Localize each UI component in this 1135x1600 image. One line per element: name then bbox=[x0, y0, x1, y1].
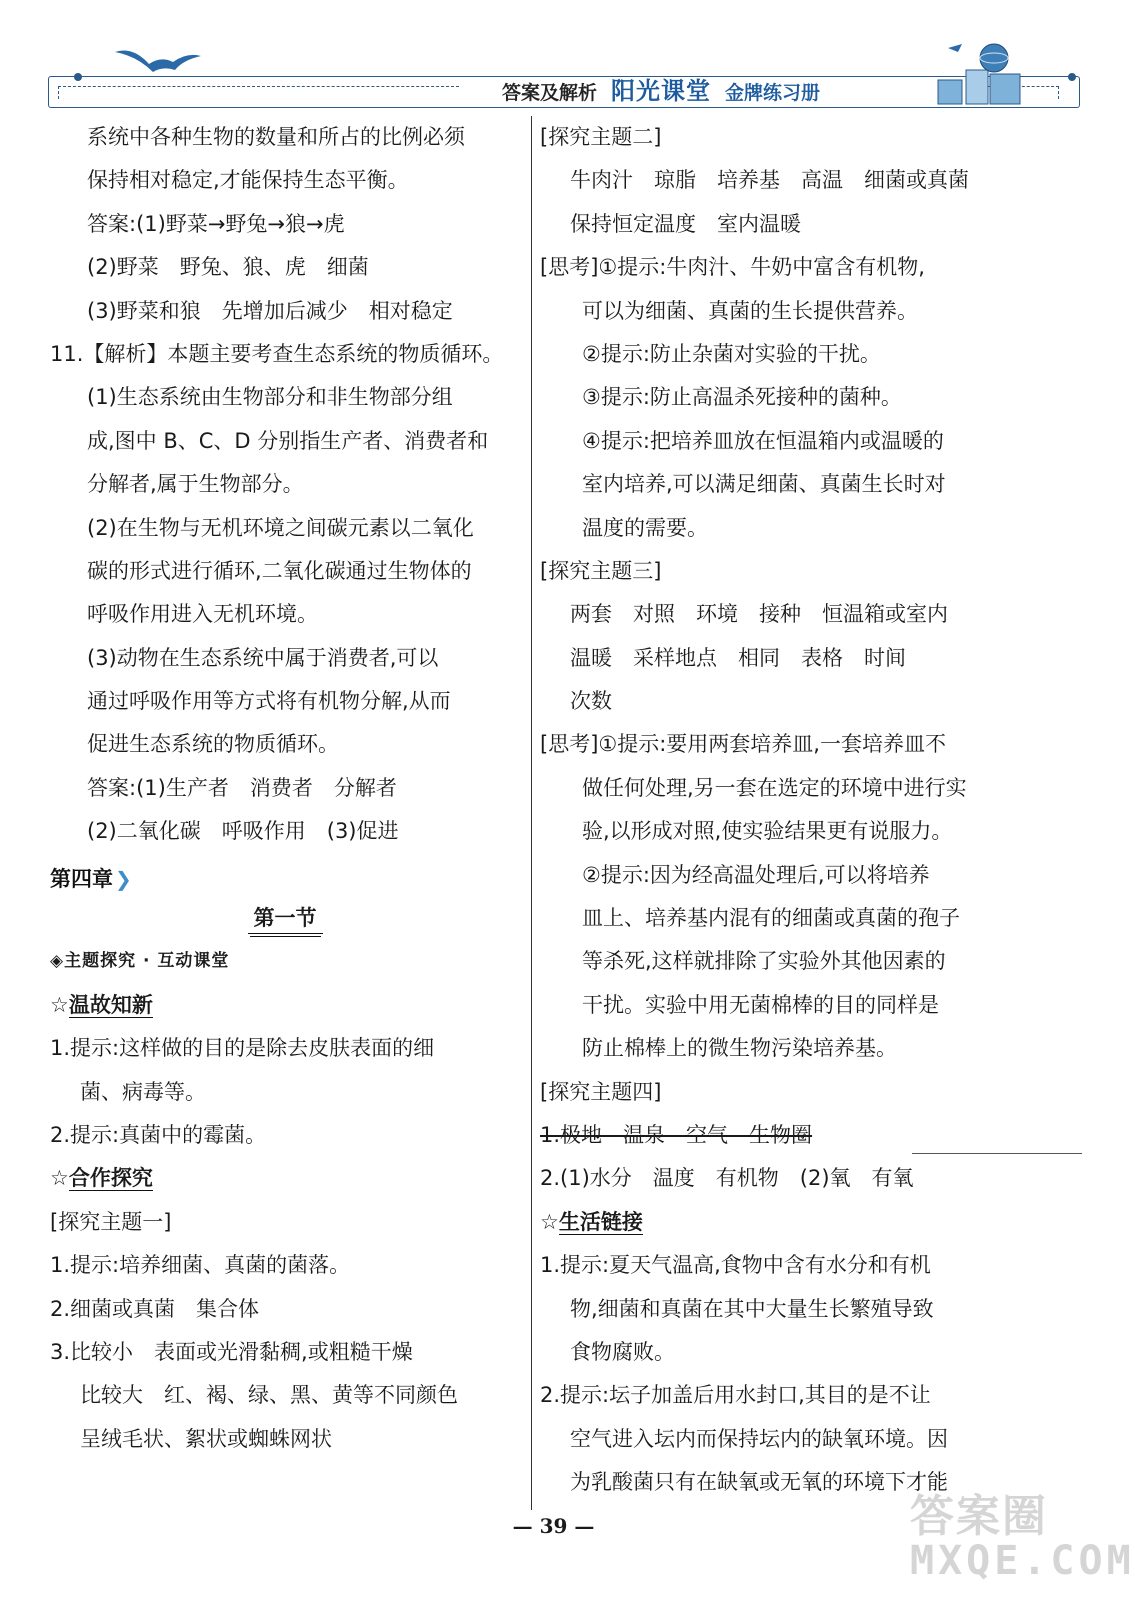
think-line: [思考]①提示:牛肉汁、牛奶中富含有机物, bbox=[540, 255, 925, 280]
star-heading bbox=[540, 1201, 1020, 1244]
text-line: 两套 对照 环境 接种 恒温箱或室内 bbox=[570, 602, 948, 627]
think-line: [思考]①提示:要用两套培养皿,一套培养皿不 bbox=[540, 732, 946, 757]
chapter-label bbox=[50, 858, 132, 901]
list-item-cont: 空气进入坛内而保持坛内的缺氧环境。因 bbox=[570, 1426, 948, 1451]
list-item: 1.提示:培养细菌、真菌的菌落。 bbox=[50, 1253, 351, 1278]
text-line: 验,以形成对照,使实验结果更有说服力。 bbox=[582, 819, 953, 844]
star-icon: ☆ bbox=[50, 992, 69, 1017]
topic-heading: [探究主题二] bbox=[540, 125, 662, 149]
text-line: 分解者,属于生物部分。 bbox=[87, 472, 304, 497]
text-line: 可以为细菌、真菌的生长提供营养。 bbox=[582, 298, 918, 323]
text-line: (2)在生物与无机环境之间碳元素以二氧化 bbox=[87, 515, 474, 540]
text-line: 防止棉棒上的微生物污染培养基。 bbox=[582, 1036, 897, 1061]
text-line: 牛肉汁 琼脂 培养基 高温 细菌或真菌 bbox=[570, 168, 969, 193]
chevron-right-icon: ❯ bbox=[115, 866, 132, 891]
text-line: ②提示:防止杂菌对实验的干扰。 bbox=[582, 341, 881, 366]
star-icon: ☆ bbox=[50, 1166, 69, 1191]
page-number: — 39 — bbox=[512, 1514, 595, 1538]
list-item: 1.提示:夏天气温高,食物中含有水分和有机 bbox=[540, 1253, 931, 1278]
list-item: 2.(1)水分 温度 有机物 (2)氧 有氧 bbox=[540, 1166, 914, 1191]
text-line: ③提示:防止高温杀死接种的菌种。 bbox=[582, 385, 902, 410]
column-divider bbox=[531, 116, 532, 1510]
star-heading bbox=[50, 984, 520, 1027]
text-line: 次数 bbox=[570, 689, 612, 714]
text-line: 温度的需要。 bbox=[582, 515, 708, 540]
subhead-icon: ◈ bbox=[50, 951, 65, 972]
header-subtitle: 金牌练习册 bbox=[725, 82, 821, 104]
watermark-url: MXQE.COM bbox=[910, 1538, 1135, 1584]
list-item: 3.比较小 表面或光滑黏稠,或粗糙干燥 bbox=[50, 1339, 413, 1364]
text-line: 温暖 采样地点 相同 表格 时间 bbox=[570, 645, 906, 670]
section-title bbox=[50, 897, 520, 940]
text-line: (3)动物在生态系统中属于消费者,可以 bbox=[87, 645, 439, 670]
star-heading-text: 生活链接 bbox=[558, 1209, 643, 1234]
text-line: 成,图中 B、C、D 分别指生产者、消费者和 bbox=[87, 428, 489, 453]
answer-line: 答案:(1)野菜→野兔→狼→虎 bbox=[87, 211, 345, 236]
star-heading-text: 合作探究 bbox=[68, 1166, 153, 1191]
answer-line: 答案:(1)生产者 消费者 分解者 bbox=[87, 775, 397, 800]
subhead-text: 主题探究 · 互动课堂 bbox=[64, 951, 230, 972]
chapter-heading bbox=[50, 854, 520, 897]
text-line: 等杀死,这样就排除了实验外其他因素的 bbox=[582, 949, 946, 974]
list-item-cont: 菌、病毒等。 bbox=[80, 1079, 206, 1104]
header-dot-icon bbox=[74, 73, 82, 81]
topic-heading: [探究主题一] bbox=[50, 1209, 172, 1234]
list-item-cont: 比较大 红、褐、绿、黑、黄等不同颜色 bbox=[80, 1383, 458, 1408]
topic-heading: [探究主题三] bbox=[540, 558, 662, 583]
left-column bbox=[50, 116, 520, 1461]
text-line: 做任何处理,另一套在选定的环境中进行实 bbox=[582, 775, 967, 800]
header-dot-icon bbox=[1068, 73, 1076, 81]
text-line: 保持恒定温度 室内温暖 bbox=[570, 211, 801, 236]
text-line: ②提示:因为经高温处理后,可以将培养 bbox=[582, 862, 930, 887]
list-item-cont: 为乳酸菌只有在缺氧或无氧的环境下才能 bbox=[570, 1470, 948, 1495]
text-line: 室内培养,可以满足细菌、真菌生长时对 bbox=[582, 472, 946, 497]
topic-heading: [探究主题四] bbox=[540, 1079, 662, 1104]
text-line: 系统中各种生物的数量和所占的比例必须 bbox=[87, 125, 465, 149]
text-line: ④提示:把培养皿放在恒温箱内或温暖的 bbox=[582, 428, 944, 453]
header-section: 答案及解析 bbox=[502, 82, 598, 104]
page-header bbox=[48, 40, 1078, 110]
question-11: 11.【解析】本题主要考查生态系统的物质循环。 bbox=[50, 341, 504, 366]
chapter-text: 第四章 bbox=[50, 866, 113, 891]
list-item: 2.细菌或真菌 集合体 bbox=[50, 1296, 260, 1321]
list-item: 2.提示:真菌中的霉菌。 bbox=[50, 1122, 267, 1147]
header-title bbox=[502, 76, 820, 106]
list-item-cont: 呈绒毛状、絮状或蜘蛛网状 bbox=[80, 1426, 332, 1451]
section-title-text: 第一节 bbox=[248, 906, 323, 934]
star-heading-text: 温故知新 bbox=[68, 992, 153, 1017]
text-line: 干扰。实验中用无菌棉棒的目的同样是 bbox=[582, 992, 939, 1017]
right-column bbox=[540, 116, 1020, 1505]
subhead bbox=[50, 940, 520, 983]
globe-icon bbox=[928, 40, 1038, 106]
header-brand: 阳光课堂 bbox=[611, 77, 712, 105]
answer-line: (2)二氧化碳 呼吸作用 (3)促进 bbox=[87, 819, 399, 844]
list-item-cont: 食物腐败。 bbox=[570, 1339, 675, 1364]
header-dash-left bbox=[58, 86, 459, 99]
answer-line: (2)野菜 野兔、狼、虎 细菌 bbox=[87, 255, 369, 280]
text-line: (1)生态系统由生物部分和非生物部分组 bbox=[87, 385, 453, 410]
star-icon: ☆ bbox=[540, 1209, 559, 1234]
text-line: 保持相对稳定,才能保持生态平衡。 bbox=[87, 168, 409, 193]
list-item: 1.极地 温泉 空气 生物圈 bbox=[540, 1122, 813, 1147]
text-line: 呼吸作用进入无机环境。 bbox=[87, 602, 318, 627]
scan-line bbox=[912, 1153, 1082, 1154]
watermark-text: 答案圈 bbox=[910, 1491, 1048, 1542]
text-line: 促进生态系统的物质循环。 bbox=[87, 732, 339, 757]
list-item: 2.提示:坛子加盖后用水封口,其目的是不让 bbox=[540, 1383, 931, 1408]
star-heading bbox=[50, 1157, 520, 1200]
watermark bbox=[898, 1480, 1135, 1598]
answer-line: (3)野菜和狼 先增加后减少 相对稳定 bbox=[87, 298, 453, 323]
list-item: 1.提示:这样做的目的是除去皮肤表面的细 bbox=[50, 1036, 435, 1061]
text-line: 通过呼吸作用等方式将有机物分解,从而 bbox=[87, 689, 451, 714]
list-item-cont: 物,细菌和真菌在其中大量生长繁殖导致 bbox=[570, 1296, 934, 1321]
text-line: 碳的形式进行循环,二氧化碳通过生物体的 bbox=[87, 558, 472, 583]
text-line: 皿上、培养基内混有的细菌或真菌的孢子 bbox=[582, 906, 960, 931]
